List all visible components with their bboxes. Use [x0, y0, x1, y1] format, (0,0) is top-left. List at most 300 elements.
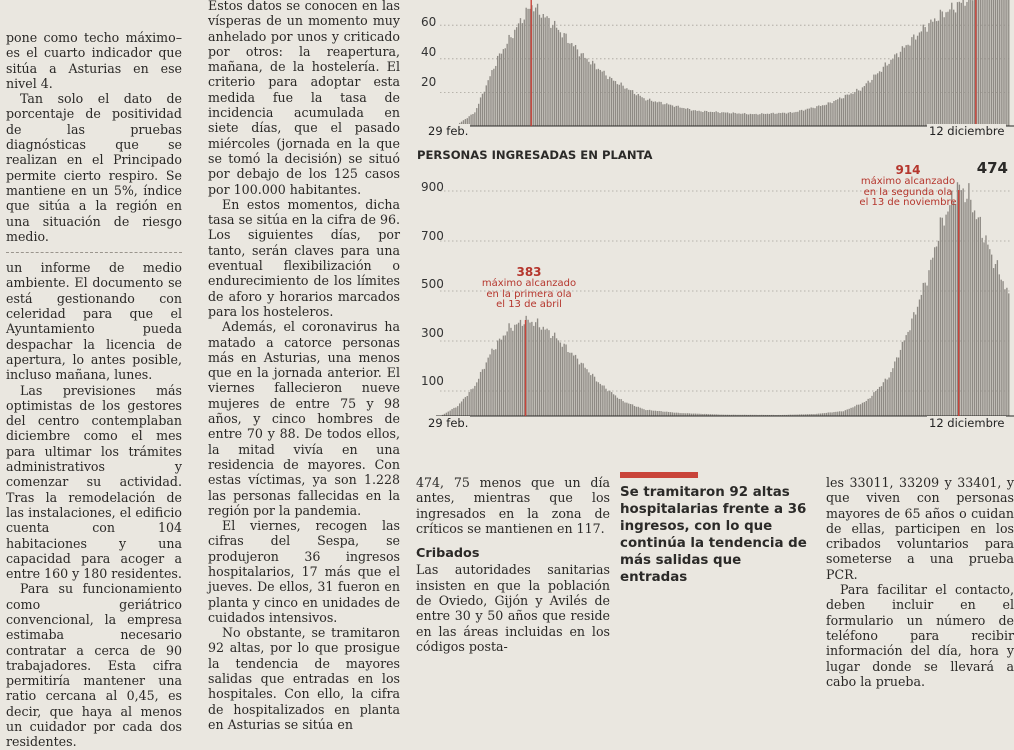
chart-bar — [982, 0, 983, 126]
chart-bar — [877, 389, 878, 416]
chart-bar — [560, 32, 561, 126]
chart-bar — [904, 48, 905, 126]
chart-bar — [527, 320, 528, 416]
chart-bar — [550, 338, 551, 416]
chart-bar — [615, 81, 616, 126]
chart-bar — [664, 412, 665, 416]
chart-bar — [868, 399, 869, 416]
chart-bar — [944, 226, 945, 416]
chart-bar — [681, 108, 682, 126]
chart-bar — [478, 104, 479, 126]
chart-bar — [845, 95, 846, 126]
chart-bar — [736, 114, 737, 126]
chart-bar — [925, 27, 926, 126]
chart-bar — [740, 114, 741, 126]
chart-bar — [830, 102, 831, 126]
chart-bar — [748, 115, 749, 126]
chart-bar — [964, 202, 965, 416]
paragraph: Para facilitar el contacto, deben incluir en el formulario un número de teléfono para recibir información del día, hora y lugar donde se llevará a cabo la prueba. — [826, 582, 1014, 689]
column-divider — [6, 252, 182, 253]
chart-bar — [562, 37, 563, 126]
chart-bar — [858, 405, 859, 416]
chart-bar — [493, 350, 494, 416]
chart-bar — [864, 86, 865, 126]
paragraph: Para su funcionamiento como geriátrico convencional, la empresa estimaba necesario contratar a cerca de 90 trabajadores. Esta cifra permitiría mantener una ratio cercana al 0,45, es decir, que haya al menos un cuidador por cada dos residentes. — [6, 581, 182, 749]
chart-bar — [683, 108, 684, 126]
chart-bar — [662, 104, 663, 126]
peak-label-line: máximo alcanzado — [474, 279, 584, 290]
chart-bar — [527, 9, 528, 126]
chart-bar — [837, 99, 838, 126]
chart-bar — [746, 114, 747, 126]
chart-bar — [890, 372, 891, 416]
chart-bar — [873, 392, 874, 416]
chart-bar — [966, 199, 967, 416]
chart-bar — [659, 411, 660, 416]
chart-bar — [904, 340, 905, 416]
chart-bar — [805, 110, 806, 126]
chart-bar — [700, 111, 701, 126]
chart-bar — [535, 322, 536, 416]
chart-bar — [535, 8, 536, 126]
chart-bar — [890, 60, 891, 126]
chart-bar — [858, 90, 859, 126]
chart-bar — [533, 326, 534, 416]
chart-bar — [573, 46, 574, 126]
peak-label-line: en la segunda ola — [848, 188, 968, 199]
chart-bar — [617, 398, 618, 416]
chart-bar — [795, 112, 796, 126]
chart-bar — [546, 16, 547, 126]
chart-bar — [835, 412, 836, 416]
chart-bar — [453, 408, 454, 416]
y-tick-label: 20 — [421, 75, 436, 89]
chart-bar — [894, 361, 895, 416]
chart-bar — [507, 44, 508, 126]
chart-bar — [641, 97, 642, 126]
chart-bar — [552, 25, 553, 126]
chart-bar — [934, 18, 935, 126]
chart-bar — [900, 350, 901, 416]
chart-bar — [562, 347, 563, 416]
chart-bar — [773, 113, 774, 126]
chart-bar — [862, 403, 863, 416]
chart-bar — [906, 335, 907, 416]
chart-bar — [799, 110, 800, 126]
chart-bar — [518, 323, 519, 416]
chart-bar — [885, 62, 886, 126]
chart-bar — [478, 379, 479, 416]
chart-bar — [571, 353, 572, 416]
y-tick-label: 60 — [421, 15, 436, 29]
chart-bar — [860, 91, 861, 126]
chart-bar — [518, 23, 519, 126]
chart-bar — [657, 411, 658, 416]
chart-bar — [575, 355, 576, 416]
chart-bar — [828, 102, 829, 126]
chart-bar — [556, 28, 557, 126]
chart-bar — [698, 111, 699, 126]
chart-bar — [856, 405, 857, 416]
chart-bar — [780, 113, 781, 126]
chart-bar — [1008, 0, 1009, 126]
chart-bar — [666, 412, 667, 416]
chart-bar — [584, 58, 585, 126]
chart-bar — [961, 3, 962, 126]
chart-bar — [664, 104, 665, 126]
chart-bar — [735, 113, 736, 126]
chart-bar — [879, 71, 880, 126]
chart-bar — [602, 385, 603, 416]
y-tick-label: 500 — [421, 277, 444, 291]
chart-bar — [926, 32, 927, 126]
pull-quote-accent-bar — [620, 472, 698, 478]
chart-bar — [963, 188, 964, 416]
chart-bar — [995, 264, 996, 416]
x-axis-start-label: 29 feb. — [426, 416, 470, 430]
chart-bar — [484, 92, 485, 126]
chart-bar — [792, 113, 793, 126]
chart-bar — [767, 114, 768, 126]
article-column-2 — [208, 0, 400, 732]
chart-bar — [744, 113, 745, 126]
chart-bar — [934, 247, 935, 416]
chart-bar — [495, 349, 496, 416]
chart-bar — [465, 397, 466, 416]
chart-bar — [600, 384, 601, 416]
chart-bar — [1004, 0, 1005, 126]
chart-bar — [622, 86, 623, 126]
chart-bar — [831, 412, 832, 416]
chart-bar — [1002, 0, 1003, 126]
chart-bar — [526, 8, 527, 126]
chart-bar — [516, 27, 517, 126]
chart-bar — [987, 0, 988, 126]
chart-bar — [539, 327, 540, 416]
peak-label-line: el 13 de abril — [474, 300, 584, 311]
chart-bar — [723, 112, 724, 126]
chart-bar — [932, 22, 933, 126]
chart-bar — [510, 328, 511, 416]
chart-bar — [873, 75, 874, 126]
chart-bar — [913, 34, 914, 126]
chart-bar — [883, 382, 884, 416]
chart-bar — [894, 54, 895, 126]
chart-bar — [738, 113, 739, 126]
chart-bar — [603, 386, 604, 416]
chart-bar — [888, 64, 889, 126]
chart-bar — [476, 108, 477, 126]
chart-bar — [1004, 289, 1005, 416]
chart-bar — [676, 106, 677, 126]
chart-bar — [613, 394, 614, 416]
chart-bar — [892, 59, 893, 126]
chart-bar — [564, 33, 565, 126]
chart-bar — [531, 322, 532, 416]
chart-bar — [955, 204, 956, 416]
chart-bar — [866, 401, 867, 416]
chart-bar — [622, 401, 623, 416]
chart-bar — [586, 59, 587, 126]
chart-bar — [909, 330, 910, 416]
chart-bar — [459, 403, 460, 416]
chart-bar — [583, 363, 584, 416]
chart-bar — [679, 108, 680, 126]
chart-bar — [790, 112, 791, 126]
chart-bar — [1006, 0, 1007, 126]
chart-bar — [653, 411, 654, 416]
chart-bar — [818, 105, 819, 126]
chart-bar — [917, 36, 918, 126]
chart-bar — [569, 44, 570, 126]
chart-bar — [543, 14, 544, 126]
chart-bar — [545, 17, 546, 126]
chart-bar — [567, 352, 568, 416]
paragraph: pone como techo máximo– es el cuarto indicador que sitúa a Asturias en ese nivel 4. — [6, 30, 182, 91]
chart-bar — [480, 372, 481, 416]
chart-bar — [619, 85, 620, 126]
chart-bar — [953, 10, 954, 126]
paragraph: Las previsiones más optimistas de los gestores del centro contemplaban diciembre como el mes para ultimar los trámites administrativos y comenzar su actividad. Tras la remodelación de las instalaciones, el edificio cuenta con 104 habitaciones y una capacidad para acoger a entre 160 y 180 residentes. — [6, 383, 182, 582]
chart-bar — [554, 21, 555, 126]
chart-bar — [888, 378, 889, 416]
chart-bar — [617, 84, 618, 126]
chart-bar — [826, 105, 827, 126]
chart-bar — [541, 330, 542, 416]
chart-bar — [835, 100, 836, 126]
chart-bar — [906, 45, 907, 126]
chart-bar — [501, 54, 502, 126]
chart-bar — [546, 329, 547, 416]
chart-bar — [653, 102, 654, 126]
chart-bar — [778, 113, 779, 126]
chart-bar — [647, 410, 648, 416]
chart-bar — [685, 109, 686, 126]
chart-bar — [961, 190, 962, 416]
chart-bar — [871, 396, 872, 416]
chart-bar — [628, 90, 629, 126]
chart-bar — [605, 389, 606, 416]
chart-bar — [579, 364, 580, 416]
chart-bar — [508, 323, 509, 416]
chart-bar — [657, 102, 658, 126]
chart-bar — [704, 111, 705, 126]
chart-bar — [495, 66, 496, 126]
chart-bar — [505, 335, 506, 416]
chart-bar — [640, 96, 641, 126]
chart-bar — [577, 49, 578, 126]
chart-bar — [491, 349, 492, 416]
chart-bar — [854, 406, 855, 416]
chart-bar — [660, 411, 661, 416]
chart-bar — [554, 333, 555, 416]
chart-bar — [911, 37, 912, 126]
chart-bar — [529, 9, 530, 126]
chart-bar — [499, 53, 500, 126]
paragraph: Estos datos se conocen en las vísperas de un momento muy anhelado por unos y criticado por otros: la reapertura, mañana, de la hostelería. El criterio para adoptar esta medida fue la tasa de incidencia acumulada en siete días, que el pasado miércoles (jornada en la que se tomó la decisión) se situó por debajo de los 125 casos por 100.000 habitantes. — [208, 0, 400, 197]
chart-bar — [885, 379, 886, 416]
chart-bar — [936, 21, 937, 126]
chart-bar — [947, 12, 948, 126]
chart-bar — [676, 413, 677, 416]
chart-bar — [788, 113, 789, 126]
chart-bar — [733, 112, 734, 126]
chart-bar — [548, 18, 549, 126]
chart-bar — [539, 15, 540, 126]
chart-bar — [514, 30, 515, 126]
chart-bar — [991, 0, 992, 126]
chart-bar — [742, 114, 743, 126]
chart-bar — [892, 368, 893, 416]
chart-bar — [660, 102, 661, 126]
chart-bar — [1001, 280, 1002, 416]
chart-svg — [410, 0, 1014, 142]
chart-bar — [655, 101, 656, 126]
chart-bar — [980, 217, 981, 416]
chart-bar — [776, 114, 777, 126]
chart-bar — [592, 61, 593, 126]
chart-bar — [856, 89, 857, 126]
chart-bar — [548, 330, 549, 416]
chart-bar — [522, 23, 523, 126]
chart-bar — [598, 382, 599, 416]
chart-bar — [689, 109, 690, 126]
chart-bar — [634, 94, 635, 126]
chart-bar — [638, 407, 639, 416]
chart-bar — [754, 114, 755, 126]
chart-bar — [980, 0, 981, 126]
chart-bar — [811, 107, 812, 126]
chart-bar — [926, 286, 927, 416]
chart-bar — [636, 95, 637, 126]
chart-title: PERSONAS INGRESADAS EN PLANTA — [417, 148, 653, 162]
chart-bar — [1001, 0, 1002, 126]
chart-bar — [824, 105, 825, 126]
chart-bar — [871, 80, 872, 126]
chart-bar — [636, 407, 637, 416]
chart-bar — [999, 0, 1000, 126]
chart-bar — [501, 340, 502, 416]
chart-bar — [668, 412, 669, 416]
chart-bar — [714, 112, 715, 126]
chart-bar — [649, 99, 650, 126]
chart-bar — [983, 0, 984, 126]
article-column-5 — [826, 475, 1014, 689]
y-tick-label: 40 — [421, 45, 436, 59]
chart-bar — [482, 369, 483, 416]
chart-bar — [869, 83, 870, 126]
chart-bar — [556, 338, 557, 416]
chart-bar — [913, 312, 914, 416]
chart-bar — [923, 283, 924, 416]
chart-bar — [989, 249, 990, 416]
y-tick-label: 700 — [421, 229, 444, 243]
chart-bar — [911, 319, 912, 416]
chart-bar — [630, 90, 631, 126]
chart-bar — [938, 21, 939, 126]
chart-bar — [936, 246, 937, 416]
chart-bar — [887, 379, 888, 416]
chart-bar — [516, 324, 517, 416]
chart-bar — [830, 412, 831, 416]
chart-bar — [588, 62, 589, 126]
chart-bar — [816, 106, 817, 126]
chart-bar — [634, 406, 635, 416]
chart-bar — [674, 107, 675, 126]
chart-bar — [575, 45, 576, 126]
chart-bar — [963, 0, 964, 126]
chart-bar — [611, 78, 612, 126]
chart-bar — [567, 43, 568, 126]
chart-bar — [782, 113, 783, 126]
chart-bar — [987, 245, 988, 416]
chart-bar — [503, 49, 504, 126]
y-tick-label: 100 — [421, 374, 444, 388]
chart-bar — [907, 45, 908, 126]
chart-bar — [560, 342, 561, 416]
peak-label-line: máximo alcanzado — [848, 177, 968, 188]
chart-bar — [849, 95, 850, 126]
chart-bar — [672, 412, 673, 416]
chart-bar — [499, 339, 500, 416]
first-wave-peak-annotation — [474, 266, 584, 311]
chart-bar — [731, 113, 732, 126]
chart-bar — [467, 396, 468, 416]
chart-bar — [581, 363, 582, 416]
chart-bar — [474, 386, 475, 416]
chart-bar — [719, 113, 720, 126]
chart-bar — [600, 70, 601, 126]
chart-bar — [729, 113, 730, 126]
chart-bar — [921, 295, 922, 416]
chart-bar — [514, 325, 515, 416]
chart-bar — [662, 412, 663, 416]
chart-bar — [607, 79, 608, 126]
chart-bar — [558, 30, 559, 126]
chart-bar — [643, 98, 644, 126]
chart-bar — [638, 94, 639, 126]
chart-bar — [752, 114, 753, 126]
chart-bar — [510, 37, 511, 126]
chart-bar — [989, 0, 990, 126]
chart-bar — [976, 219, 977, 416]
chart-bar — [598, 69, 599, 126]
chart-bar — [543, 327, 544, 416]
chart-bar — [463, 399, 464, 416]
chart-bar — [763, 114, 764, 126]
chart-bar — [793, 112, 794, 126]
chart-bar — [529, 323, 530, 416]
chart-bar — [940, 217, 941, 416]
paragraph: les 33011, 33209 y 33401, y que viven con personas mayores de 65 años o cuidan de ellas, participen en los cribados voluntarios para someterse a una prueba PCR. — [826, 475, 1014, 582]
chart-bar — [852, 94, 853, 126]
chart-bar — [833, 412, 834, 416]
article-column-3 — [416, 475, 610, 654]
chart-bar — [651, 101, 652, 126]
chart-bar — [603, 71, 604, 126]
chart-bar — [626, 403, 627, 416]
chart-bar — [995, 0, 996, 126]
chart-bar — [541, 18, 542, 126]
chart-bar — [497, 340, 498, 416]
chart-bar — [841, 99, 842, 126]
chart-bar — [461, 401, 462, 416]
chart-bar — [750, 114, 751, 126]
chart-bar — [786, 114, 787, 126]
chart-bar — [488, 358, 489, 416]
chart-bar — [596, 381, 597, 416]
pull-quote — [620, 472, 810, 586]
